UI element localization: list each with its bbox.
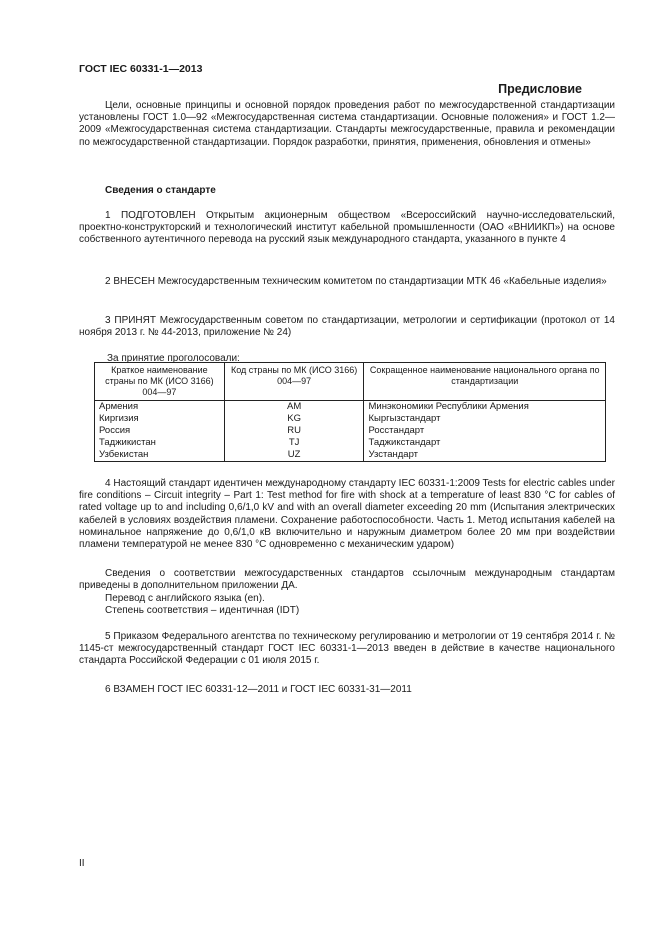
item-4-references-paragraph: Сведения о соответствии межгосударственных стандартов ссылочным международным стандартам приведены в дополнительном приложении ДА. (79, 568, 615, 592)
item-3-paragraph: 3 ПРИНЯТ Межгосударственным советом по стандартизации, метрологии и сертификации (протокол от 14 ноября 2013 г. № 44-2013, приложение № 24) (79, 315, 615, 339)
code-cell: TJ (224, 437, 364, 449)
body-cell: Росстандарт (364, 425, 606, 437)
translation-language-line: Перевод с английского языка (en). (105, 593, 265, 604)
code-cell: KG (224, 413, 364, 425)
code-cell: AM (224, 401, 364, 414)
code-cell: RU (224, 425, 364, 437)
code-cell: UZ (224, 449, 364, 462)
country-cell: Россия (95, 425, 225, 437)
item-4-paragraph: 4 Настоящий стандарт идентичен международному стандарту IEC 60331-1:2009 Tests for electric cables under fire conditions – Circuit integrity – Part 1: Test method for fire with shock at a temperature of least 830 °C for cables of rated voltage up to and including 0,6/1,0 kV and with an overall diameter exceeding 20 mm (Испытания электрических кабелей в условиях воздействия пламени. Сохранение работоспособности. Часть 1. Метод испытания кабелей на номинальное напряжение до 0,6/1,0 кВ включительно и наружным диаметром более 20 мм при воздействии пламени температурой не менее 830 °С одновременно с механическим ударом) (79, 478, 615, 551)
document-code-header: ГОСТ IEC 60331-1—2013 (79, 63, 203, 75)
table-row (95, 449, 606, 462)
table-row (95, 401, 606, 414)
column-header-code: Код страны по МК (ИСО 3166) 004—97 (224, 363, 364, 401)
page-title: Предисловие (498, 82, 582, 96)
country-cell: Армения (95, 401, 225, 414)
item-2-paragraph: 2 ВНЕСЕН Межгосударственным техническим комитетом по стандартизации МТК 46 «Кабельные изделия» (105, 276, 607, 287)
body-cell: Кыргызстандарт (364, 413, 606, 425)
item-1-paragraph: 1 ПОДГОТОВЛЕН Открытым акционерным обществом «Всероссийский научно-исследовательский, проектно-конструкторский и технологический институт кабельной промышленности (ОАО «ВНИИКП») на основе собственного аутентичного перевода на русский язык международного стандарта, указанного в пункте 4 (79, 210, 615, 246)
table-row (95, 437, 606, 449)
table-row (95, 413, 606, 425)
section-heading: Сведения о стандарте (105, 185, 216, 196)
body-cell: Таджикстандарт (364, 437, 606, 449)
votes-caption: За принятие проголосовали: (107, 353, 240, 364)
body-cell: Минэкономики Республики Армения (364, 401, 606, 414)
votes-table (94, 362, 606, 462)
country-cell: Узбекистан (95, 449, 225, 462)
conformity-degree-line: Степень соответствия – идентичная (IDT) (105, 605, 300, 616)
intro-paragraph: Цели, основные принципы и основной порядок проведения работ по межгосударственной стандартизации установлены ГОСТ 1.0—92 «Межгосударственная система стандартизации. Основные положения» и ГОСТ 1.2—2009 «Межгосударственная система стандартизации. Стандарты межгосударственные, правила и рекомендации по межгосударственной стандартизации. Порядок разработки, принятия, применения, обновления и отмены» (79, 100, 615, 148)
table-row (95, 425, 606, 437)
body-cell: Узстандарт (364, 449, 606, 462)
item-6-paragraph: 6 ВЗАМЕН ГОСТ IEC 60331-12—2011 и ГОСТ IEC 60331-31—2011 (105, 684, 412, 695)
country-cell: Киргизия (95, 413, 225, 425)
page-number: II (79, 858, 85, 869)
column-header-body: Сокращенное наименование национального органа по стандартизации (364, 363, 606, 401)
votes-table-header-row (95, 363, 606, 401)
country-cell: Таджикистан (95, 437, 225, 449)
item-5-paragraph: 5 Приказом Федерального агентства по техническому регулированию и метрологии от 19 сентября 2014 г. № 1145-ст межгосударственный стандарт ГОСТ IEC 60331-1—2013 введен в действие в качестве национального стандарта Российской Федерации с 01 июля 2015 г. (79, 631, 615, 667)
column-header-country: Краткое наименование страны по МК (ИСО 3166) 004—97 (95, 363, 225, 401)
